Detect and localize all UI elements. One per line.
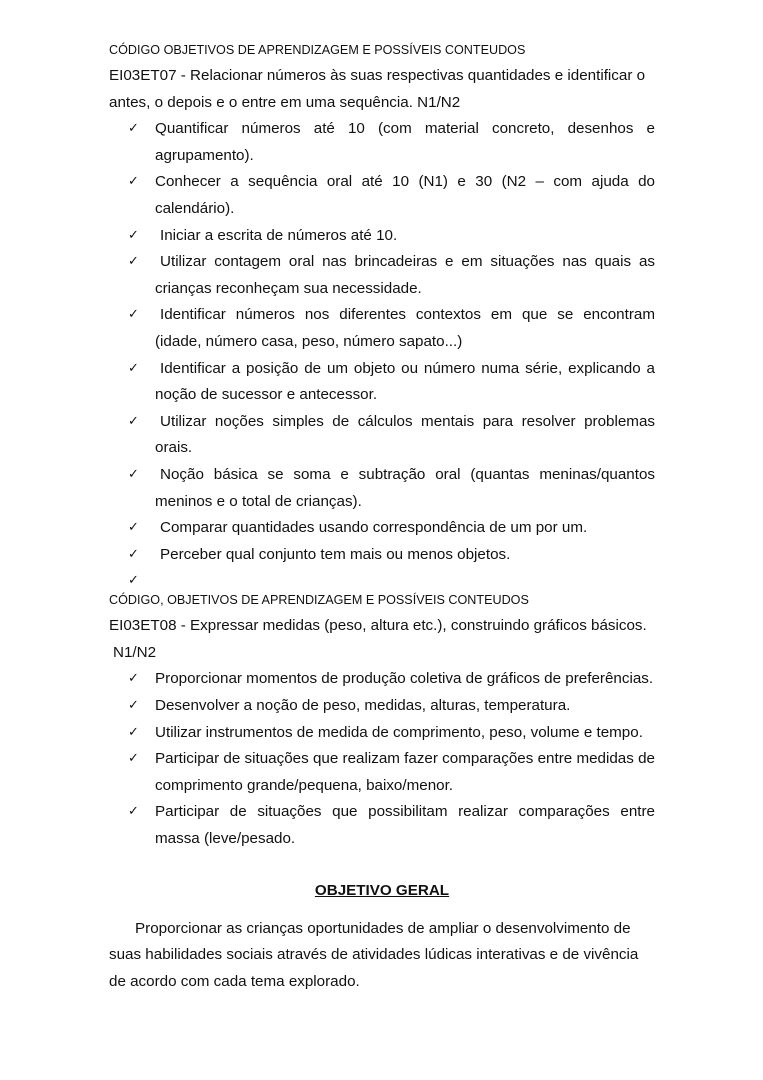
- section-2-header: CÓDIGO, OBJETIVOS DE APRENDIZAGEM E POSSÍVEIS CONTEUDOS: [109, 593, 529, 608]
- list-item: ✓ Perceber qual conjunto tem mais ou menos objetos.: [155, 542, 655, 569]
- check-icon: ✓: [128, 307, 139, 323]
- check-icon: ✓: [128, 698, 139, 714]
- list-item: ✓ Utilizar contagem oral nas brincadeiras e em situações nas quais as crianças reconheçam sua necessidade.: [155, 249, 655, 302]
- check-icon: ✓: [128, 227, 139, 243]
- section-2-list: [109, 666, 655, 852]
- list-item: ✓ Proporcionar momentos de produção coletiva de gráficos de preferências.: [155, 666, 655, 693]
- check-icon: ✓: [128, 751, 139, 767]
- list-item: ✓ Participar de situações que possibilitam realizar comparações entre massa (leve/pesado.: [155, 799, 655, 852]
- section-1-objective: EI03ET07 - Relacionar números às suas respectivas quantidades e identificar o antes, o depois e o entre em uma sequência. N1/N2: [109, 67, 646, 111]
- check-icon: ✓: [128, 121, 139, 137]
- check-icon: ✓: [128, 546, 139, 562]
- list-item: ✓ Identificar a posição de um objeto ou número numa série, explicando a noção de sucessor e antecessor.: [155, 356, 655, 409]
- general-objective-title: OBJETIVO GERAL: [314, 881, 450, 899]
- general-objective-text: Proporcionar as crianças oportunidades de ampliar o desenvolvimento de suas habilidades sociais através de atividades lúdicas interativas e de vivência de acordo com cada tema explorado.: [109, 919, 639, 990]
- list-item: ✓ Quantificar números até 10 (com material concreto, desenhos e agrupamento).: [155, 116, 655, 169]
- check-icon: ✓: [128, 520, 139, 536]
- check-icon: ✓: [128, 174, 139, 190]
- list-item: ✓ Desenvolver a noção de peso, medidas, alturas, temperatura.: [155, 693, 655, 720]
- check-icon: ✓: [128, 573, 139, 589]
- list-item: ✓ Noção básica se soma e subtração oral (quantas meninas/quantos meninos e o total de crianças).: [155, 462, 655, 515]
- section-1-header: CÓDIGO OBJETIVOS DE APRENDIZAGEM E POSSÍVEIS CONTEUDOS: [109, 43, 526, 57]
- list-item: ✓ Conhecer a sequência oral até 10 (N1) e 30 (N2 – com ajuda do calendário).: [155, 169, 655, 222]
- check-icon: ✓: [128, 671, 139, 687]
- list-item: ✓ Utilizar instrumentos de medida de comprimento, peso, volume e tempo.: [155, 720, 655, 747]
- list-item: ✓ Comparar quantidades usando correspondência de um por um.: [155, 515, 655, 542]
- check-icon: ✓: [128, 466, 139, 482]
- check-icon: ✓: [128, 360, 139, 376]
- check-icon: ✓: [128, 413, 139, 429]
- section-2-objective: EI03ET08 - Expressar medidas (peso, altura etc.), construindo gráficos básicos.: [109, 617, 647, 635]
- list-item: ✓ Utilizar noções simples de cálculos mentais para resolver problemas orais.: [155, 409, 655, 462]
- list-item: ✓ Iniciar a escrita de números até 10.: [155, 223, 655, 250]
- check-icon: ✓: [128, 254, 139, 270]
- list-item-empty: [128, 568, 655, 589]
- check-icon: ✓: [128, 724, 139, 740]
- section-1-list: [109, 116, 655, 588]
- section-2-level: N1/N2: [113, 643, 157, 661]
- list-item: ✓ Identificar números nos diferentes contextos em que se encontram (idade, número casa, peso, número sapato...): [155, 302, 655, 355]
- list-item: ✓ Participar de situações que realizam fazer comparações entre medidas de comprimento grande/pequena, baixo/menor.: [155, 746, 655, 799]
- check-icon: ✓: [128, 804, 139, 820]
